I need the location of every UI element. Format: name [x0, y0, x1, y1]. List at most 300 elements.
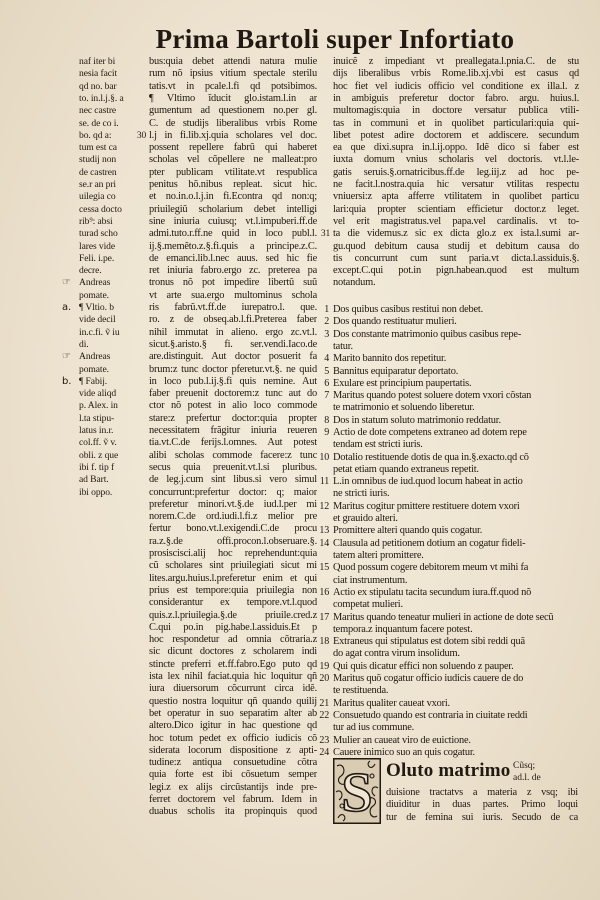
main-text-line [149, 683, 317, 695]
margin-note-line [79, 142, 143, 154]
summary-item-text: Consuetudo quando est contraria in ciuitate reddi [333, 709, 528, 721]
main-text-line [149, 794, 317, 806]
main-text-line [149, 351, 317, 363]
main-text-line [149, 462, 317, 474]
summary-item-number: 11 [319, 476, 329, 488]
right-text-line-text: inuicẽ z impediant vt preallegata.l.pnia.C. de stu [333, 56, 579, 67]
initial-letter: S [341, 762, 373, 824]
section-text-line [386, 787, 578, 799]
summary-item-text: Mulier an caueat viro de euictione. [333, 734, 471, 746]
main-text-line-text: alibi scholas commode facere:z tunc [149, 449, 317, 461]
margin-note-line-text: se.r an pri [79, 179, 116, 190]
margin-note-line-text: p. Alex. in [79, 400, 118, 412]
margin-note-line-text: latus in.r. [79, 425, 114, 436]
main-text-line-text: prosiscisci.alij hoc reprehendunt:quia [149, 548, 317, 559]
summary-item-line [333, 673, 579, 685]
main-text-line-text: ro. z de obseq.ab.l.fi.Preterea faber [149, 314, 317, 326]
margin-note-line-text: decre. [79, 265, 102, 277]
main-text-line [149, 265, 317, 277]
main-text-line [149, 560, 317, 572]
summary-item-text: Marito bannito dos repetitur. [333, 353, 447, 365]
main-text-line [149, 806, 317, 818]
summary-item-text: Dos quando restituatur mulieri. [333, 316, 457, 328]
summary-item-text: Extraneus qui stipulatus est dotem sibi reddi quã [333, 636, 525, 648]
main-text-line-text: sicut.§.aristo.§ fi. ser.vendi.Iaco.de [149, 338, 317, 350]
main-text-line [149, 536, 317, 548]
margin-note-line [79, 474, 143, 486]
main-text-line-text: siderata locorum dispositione z apti- [149, 744, 317, 756]
main-text-line-text: C.qui po.in pig.habe.l.assiduis.Et p [149, 621, 317, 633]
summary-item-number: 7 [324, 390, 329, 402]
margin-note-line-text: studij non [79, 154, 117, 166]
summary-item-line [333, 612, 579, 624]
right-text-line [333, 154, 579, 166]
summary-item-line [333, 648, 579, 660]
margin-note-line [79, 228, 143, 240]
summary-item-number: 19 [319, 660, 329, 672]
summary-item-number: 4 [324, 353, 329, 365]
margin-note-line-text: uilegia co [79, 191, 116, 203]
main-text-line-text: hoc totum pedet ex officio iudicis cõ [149, 732, 317, 744]
summary-item-number: 14 [319, 537, 329, 549]
summary-item-line [333, 316, 579, 328]
right-text-line [333, 118, 579, 130]
summary-item-line [333, 439, 579, 451]
margin-note-line-text: tum est ca [79, 142, 117, 154]
summary-item-text: do agat contra virum insolidum. [333, 648, 460, 660]
summary-item-text: tur ad ius commune. [333, 722, 415, 734]
margin-note-line [79, 179, 143, 191]
summary-item-line [333, 685, 579, 697]
main-text-line [149, 400, 317, 412]
summary-item-line [333, 550, 579, 562]
margin-note-line [62, 277, 143, 289]
margin-note-line-text: di. [79, 338, 89, 350]
right-text-line [333, 56, 579, 68]
right-text-line-text: ne facit.l.nostra.quia hic versatur vtilitas respectu [333, 179, 579, 190]
margin-note-line-text: ad Bart. [79, 474, 109, 486]
main-text-line [149, 388, 317, 400]
main-text-line-text: secus quia preuenit.vt.l.si pluribus. [149, 461, 317, 473]
section-text-line-text: duisione tractatvs a materia z vsq; ibi [386, 787, 578, 798]
main-text-line [149, 610, 317, 622]
main-text-line-text: ris fabrũ.vt.ff.de iurepatro.l. que. [149, 302, 317, 313]
summary-item-text: Dotalio restituende dotis de qua in.§.exacto.qd cõ [333, 451, 529, 463]
summary-item-number: 21 [319, 697, 329, 709]
right-text-line-text: gu.quod debitum causa studij et debitum causa do [333, 240, 579, 252]
margin-note-line [79, 105, 143, 117]
margin-note-line [79, 462, 143, 474]
summary-item-line [333, 415, 579, 427]
main-text-line-text: altero.Dico igitur in hac questione qd [149, 720, 317, 732]
summary-item-line [333, 538, 579, 550]
summary-item-number: 9 [324, 427, 329, 438]
margin-note-line-text: ¶ Vltio. b [79, 302, 114, 313]
main-text-line [149, 314, 317, 326]
right-text-line [320, 228, 579, 240]
main-text-line [149, 659, 317, 671]
main-text-line [149, 364, 317, 376]
main-text-line-text: tia.vt.C.de ferijs.l.omnes. Aut potest [149, 437, 317, 449]
section-text-line [386, 799, 578, 811]
main-text-line-text: legi.z ex alijs circũstantijs inde pre- [149, 781, 317, 793]
main-text-line-text: tatis.vt in pcale.l.fi qd potsibimos. [149, 80, 317, 92]
main-text-line-text: ferret doctorem vel fabrum. Idem in [149, 794, 317, 805]
margin-note-line-text: Andreas [79, 351, 111, 363]
main-text-line [149, 671, 317, 683]
main-text-line-text: quia forte est ibi cõsuetum semper [149, 769, 317, 781]
main-text-line [149, 253, 317, 265]
main-text-line-text: priuilegiũ scholarium debet intelligi [149, 203, 317, 215]
summary-item-line [333, 735, 579, 747]
margin-note-line-text: qd no. bar [79, 80, 117, 92]
margin-note-line [79, 81, 143, 93]
margin-note-line [79, 118, 143, 130]
summary-item-text: ciat instrumentum. [333, 574, 408, 586]
summary-item-text: Dos in statum soluto matrimonio reddatur. [333, 414, 501, 426]
main-text-line-text: sine iniuria cuiusq; vt.l.impuberi.ff.de [149, 215, 317, 227]
margin-note-line [79, 364, 143, 376]
marginal-notes [62, 56, 143, 506]
main-text-line-text: in loco pub.l.ij.§.fi quis nemine. Aut [149, 375, 317, 387]
main-text-line-text: bet operatur in suo separatim alter ab [149, 707, 317, 719]
summary-item-line [333, 501, 579, 513]
margin-note-line [79, 56, 143, 68]
right-text-line-text: vel erit magistratus.vel papa.vel cardinalis. vt to- [333, 215, 579, 227]
margin-note-line [79, 487, 143, 499]
main-text-line-text: considerantur ex tempore.vt.l.quod [149, 597, 317, 609]
main-text-line [149, 105, 317, 117]
summary-item-line [333, 599, 579, 611]
side-note-line: ad.l. de [513, 773, 541, 783]
margin-note-line [79, 68, 143, 80]
margin-note-line [79, 253, 143, 265]
main-text-line [149, 118, 317, 130]
right-text-line-text: except.C.qui pot.in pign.habean.quod est multum [333, 265, 579, 277]
main-text-line [149, 339, 317, 351]
main-text-line-text: rum nõ ipsius vitium spectale sterilu [149, 68, 317, 80]
main-text-line [149, 376, 317, 388]
main-text-line-text: sic dicunt doctores z scholarem indi [149, 646, 317, 658]
summary-item-line [333, 476, 579, 488]
margin-note-line-text: nec castre [79, 105, 117, 117]
main-text-line [149, 597, 317, 609]
summary-list [319, 304, 579, 760]
summary-item-line [333, 513, 579, 525]
page-title: Prima Bartoli super Infortiato [155, 24, 515, 54]
margin-note-line-text: to. in.l.j.§. a [79, 92, 124, 104]
summary-item-text: ne stricti iuris. [333, 488, 390, 500]
pointing-hand-icon: ☞ [62, 351, 71, 363]
section-text-line-text: tur de femina sui iuris. Secudo de ca [386, 811, 578, 823]
main-text-line [149, 142, 317, 154]
margin-note-line-text: de castren [79, 166, 117, 178]
main-text-line-text: C. de studijs liberalibus vrbis Rome [149, 117, 317, 129]
margin-note-line-text: lares vide [79, 240, 116, 252]
margin-note-line [62, 351, 143, 363]
main-text-line-text: ij.§.memẽto.z.§.fi.quis a principe.z.C. [149, 240, 317, 252]
main-text-line-text: concurrunt:prefertur doctor: q; maior [149, 486, 317, 498]
main-text-line-text: cũ scholares sint priuilegiati sicut mi [149, 560, 317, 572]
main-text-line-text: gumentum ad questionem no.per gl. [149, 105, 317, 117]
summary-item-line [333, 488, 579, 500]
summary-item-text: Promittere alteri quando quis cogatur. [333, 525, 483, 537]
summary-item-number: 16 [319, 586, 329, 598]
summary-item-number: 3 [324, 328, 329, 340]
summary-item-text: te restituenda. [333, 685, 389, 697]
margin-note-line-text: cessa docto [79, 203, 122, 215]
margin-note-line-text: Andreas [79, 277, 111, 289]
summary-item-text: Bannitus equiparatur deportato. [333, 365, 459, 377]
right-text-line-text: ta die videmus.z sic ex dicta glo.z ex ista.l.sumi ar- [333, 228, 579, 240]
summary-item-text: competat mulieri. [333, 599, 403, 611]
main-text-line-text: prius est tempore:quia priuilegia non [149, 584, 317, 596]
main-text-line [149, 167, 317, 179]
main-text-line-text: admi.tuto.r.ff.ne quid in loco publ.l. [149, 228, 317, 240]
main-text-line-text: possent repellere fabrũ qui haberet [149, 142, 317, 154]
margin-note-line [62, 375, 143, 388]
section-heading: Oluto matrimo [386, 760, 511, 781]
right-text-line-text: notandum. [333, 277, 376, 289]
summary-item-text: Maritus quõ cogatur officio iudicis cauere de do [333, 673, 524, 684]
summary-item-line [333, 624, 579, 636]
side-note-line: Cũsq; [513, 761, 536, 771]
right-text-line [333, 253, 579, 265]
margin-note-line-text: in.c.fi. ṽ iu [79, 326, 120, 338]
main-text-line-text: ctor nõ potest in alio loco commode [149, 400, 317, 412]
margin-note-line [79, 191, 143, 203]
main-text-line [149, 437, 317, 449]
summary-item-number: 5 [324, 365, 329, 377]
right-text-line-text: libet potest adire doctorem et addiscere. secundum [333, 129, 579, 141]
main-text-line [149, 696, 317, 708]
summary-item-number: 20 [319, 673, 329, 684]
summary-item-text: tatur. [333, 340, 353, 352]
summary-item-line [333, 710, 579, 722]
margin-note-line [79, 425, 143, 437]
right-text-line-text: in ambiguis preferetur doctor fabro. argu. huius.l. [333, 92, 579, 104]
main-text-line [149, 622, 317, 634]
summary-item-number: 13 [319, 525, 329, 537]
summary-item-text: Actio de dote competens extraneo ad dotem repe [333, 427, 527, 438]
summary-item-line [333, 722, 579, 734]
margin-note-line-text: ibi f. tip f [79, 461, 115, 473]
main-text-line-text: ret iniuria fabro.ergo zc. preterea pa [149, 265, 317, 277]
main-text-line [149, 56, 317, 68]
summary-item-line [333, 661, 579, 673]
right-text-line-text: tis concurrunt cum sunt paria.vt dicta.l.assiduis.§. [333, 252, 579, 264]
main-text-line [149, 733, 317, 745]
margin-note-line-text: bo. qd a: [79, 129, 112, 141]
summary-item-line [333, 698, 579, 710]
pointing-hand-icon: ☞ [62, 277, 71, 289]
main-text-line-text: hoc respondetur ad omnia cõtraria.z [149, 634, 317, 646]
summary-item-number: 15 [319, 562, 329, 574]
summary-item-text: Clausula ad petitionem dotium an cogatur fideli- [333, 537, 526, 549]
main-text-line [149, 487, 317, 499]
margin-note-line-text: pomate. [79, 363, 109, 375]
summary-item-number: 24 [319, 746, 329, 758]
summary-item-number: 2 [324, 316, 329, 328]
right-text-line [333, 216, 579, 228]
main-text-line-text: ¶ Vltimo ĩducit glo.istam.l.in ar [149, 92, 317, 104]
summary-item-text: Maritus quando teneatur mulieri in actione de dote secũ [333, 611, 554, 623]
main-text-line-text: necessitatem frãgitur iniuria reueren [149, 425, 317, 436]
main-text-line [149, 327, 317, 339]
main-text-line-text: l.j in fi.lib.xj.quia scholares vel doc. [149, 129, 317, 141]
right-text-line-text: lari:quia propter scientiam efficietur doctor.z leget. [333, 203, 579, 215]
summary-item-text: et grauido alteri. [333, 513, 398, 525]
main-text-line-text: are.distinguit. Aut doctor posuerit fa [149, 351, 317, 363]
margin-note-line-text: Feli. i.pe. [79, 252, 115, 264]
margin-note-line [79, 400, 143, 412]
summary-item-text: Exulare est principium paupertatis. [333, 377, 472, 389]
main-text-line-text: preferetur minori.vt.§.de iud.l.per mi [149, 498, 317, 510]
margin-note-line [79, 241, 143, 253]
right-text-line [333, 265, 579, 277]
margin-note-line [79, 413, 143, 425]
margin-note-line-text: vide decil [79, 314, 116, 326]
margin-note-line-text: vide aliqd [79, 388, 117, 400]
right-text-line-text: tas in communi et in quolibet particulari:quia qui- [333, 117, 579, 129]
main-text-line [149, 499, 317, 511]
margin-note-line-text: col.ff. ṽ v. [79, 437, 117, 449]
summary-item-line [333, 341, 579, 353]
margin-note-line [79, 450, 143, 462]
main-text-line-text: fertur bono.vt.l.exigendi.C.de procu [149, 523, 317, 535]
margin-reference-letter: a. [62, 302, 72, 313]
main-text-line [149, 573, 317, 585]
main-text-line [149, 708, 317, 720]
right-text-line-text: dijs liberalibus vrbis Rome.lib.xj.vbi est casus qd [333, 68, 579, 80]
main-text-line [136, 129, 317, 142]
margin-note-line-text: turad scho [79, 228, 118, 240]
right-text-line [333, 130, 579, 142]
summary-item-text: Dos quibus casibus restitui non debet. [333, 304, 483, 315]
main-text-line [149, 302, 317, 314]
right-text-line-text: multomagis:quia in doctore versatur publica vtili- [333, 105, 579, 117]
summary-item-number: 1 [324, 304, 329, 315]
margin-reference-letter: b. [62, 375, 72, 387]
main-text-line [149, 425, 317, 437]
right-text-line [333, 167, 579, 179]
main-text-line [149, 585, 317, 597]
margin-note-line-text: naf iter bi [79, 56, 116, 67]
main-text-line-text: nihil immutat in alieno. ergo zc.vt.l. [149, 326, 317, 338]
right-text-line [333, 93, 579, 105]
right-text-line [333, 191, 579, 203]
main-text-line [149, 179, 317, 191]
right-text-line-text: vniuersi:z apta afferre vtilitatem in quolibet particu [333, 191, 579, 203]
summary-item-line [333, 452, 579, 464]
main-text-line [149, 413, 317, 425]
main-column [136, 56, 317, 826]
margin-note-line [62, 302, 143, 314]
right-text-line-text: ea que dixi.supra in.l.ij.oppo. Idẽ dico si faber est [333, 142, 579, 154]
main-text-line-text: stare:z prefertur doctor:quia propter [149, 412, 317, 424]
right-text-line [333, 241, 579, 253]
right-text-line [333, 277, 579, 289]
margin-note-line-text: obli. z que [79, 449, 119, 461]
main-text-line-text: iura diuersorum cõcurrunt circa idẽ. [149, 683, 317, 695]
margin-note-line [79, 327, 143, 339]
margin-note-line [79, 339, 143, 351]
summary-item-number: 6 [324, 377, 329, 389]
margin-note-line-text: pomate. [79, 289, 109, 301]
main-text-line [149, 720, 317, 732]
main-text-line-text: duabus scholis ita propinquis quod [149, 806, 317, 818]
right-text-line-text: gatis seruis.§.ornatricibus.ff.de leg.iij.z ad hoc pe- [333, 166, 579, 178]
main-text-line [149, 548, 317, 560]
summary-item-line [333, 525, 579, 537]
margin-note-line [79, 167, 143, 179]
main-text-line-text: brum:z tunc doctor pferetur.vt.§. ne quid [149, 363, 317, 375]
main-text-line [149, 68, 317, 80]
main-text-line-text: lites.argu.huius.l.preferetur enim et qui [149, 572, 317, 584]
main-text-line [149, 511, 317, 523]
summary-item-text: Cauere inimico suo an quis cogatur. [333, 746, 475, 758]
right-text-line [333, 204, 579, 216]
margin-note-line-text: ¶ Fabij. [79, 375, 108, 387]
main-text-line [149, 277, 317, 289]
margin-note-line [79, 290, 143, 302]
main-text-line [149, 216, 317, 228]
right-text-line [333, 105, 579, 117]
main-text-line [149, 241, 317, 253]
main-text-line [149, 523, 317, 535]
margin-note-line [79, 265, 143, 277]
main-text-line-text: faber preuenit doctorem:z tunc aut do [149, 388, 317, 400]
summary-item-line [333, 427, 579, 439]
main-text-line [149, 228, 317, 240]
right-column [320, 56, 579, 296]
margin-note-line-text: nesia facit [79, 68, 118, 80]
summary-item-line [333, 378, 579, 390]
margin-note-line [79, 314, 143, 326]
main-text-line [149, 204, 317, 216]
decorated-initial [333, 758, 381, 824]
main-text-line-text: quis.z.l.priuilegia.§.de priuile.cred.z [149, 609, 317, 621]
summary-item-line [333, 390, 579, 402]
margin-note-line [79, 93, 143, 105]
main-text-line [149, 290, 317, 302]
summary-item-line [333, 304, 579, 316]
summary-item-line [333, 464, 579, 476]
main-text-line [149, 782, 317, 794]
summary-item-text: Actio ex stipulatu tacita secundum iura.ff.quod nõ [333, 586, 532, 598]
summary-item-number: 17 [319, 611, 329, 623]
main-text-line-text: questio nostra loquitur qñ quando quilij [149, 695, 317, 707]
summary-item-text: tendam est stricti iuris. [333, 439, 423, 451]
summary-item-number: 22 [319, 709, 329, 721]
margin-note-line [79, 437, 143, 449]
summary-item-text: Dos constante matrimonio quibus casibus repe- [333, 328, 522, 340]
main-text-line-text: tudine:z antiqua consuetudine cõtra [149, 757, 317, 769]
margin-note-line [79, 154, 143, 166]
summary-item-text: tempora.z inquantum facere potest. [333, 623, 473, 635]
summary-item-line [333, 587, 579, 599]
summary-item-text: Maritus quando potest soluere dotem vxori cõstan [333, 390, 532, 402]
right-text-line-text: iuxta domum vnius scholaris vel doctoris. vt.l.le- [333, 154, 579, 166]
main-text-line [149, 474, 317, 486]
main-text-line-text: pter publicam vtilitate.vt respublica [149, 166, 317, 178]
summary-item-line [333, 636, 579, 648]
margin-note-line-text: ibi oppo. [79, 486, 113, 498]
summary-item-line [333, 575, 579, 587]
main-text-line-text: scholas vel cõpellere ne malleat:pro [149, 154, 317, 166]
main-text-line [149, 81, 317, 93]
summary-item-text: Maritus cogitur pmittere restituere dotem vxori [333, 500, 520, 512]
